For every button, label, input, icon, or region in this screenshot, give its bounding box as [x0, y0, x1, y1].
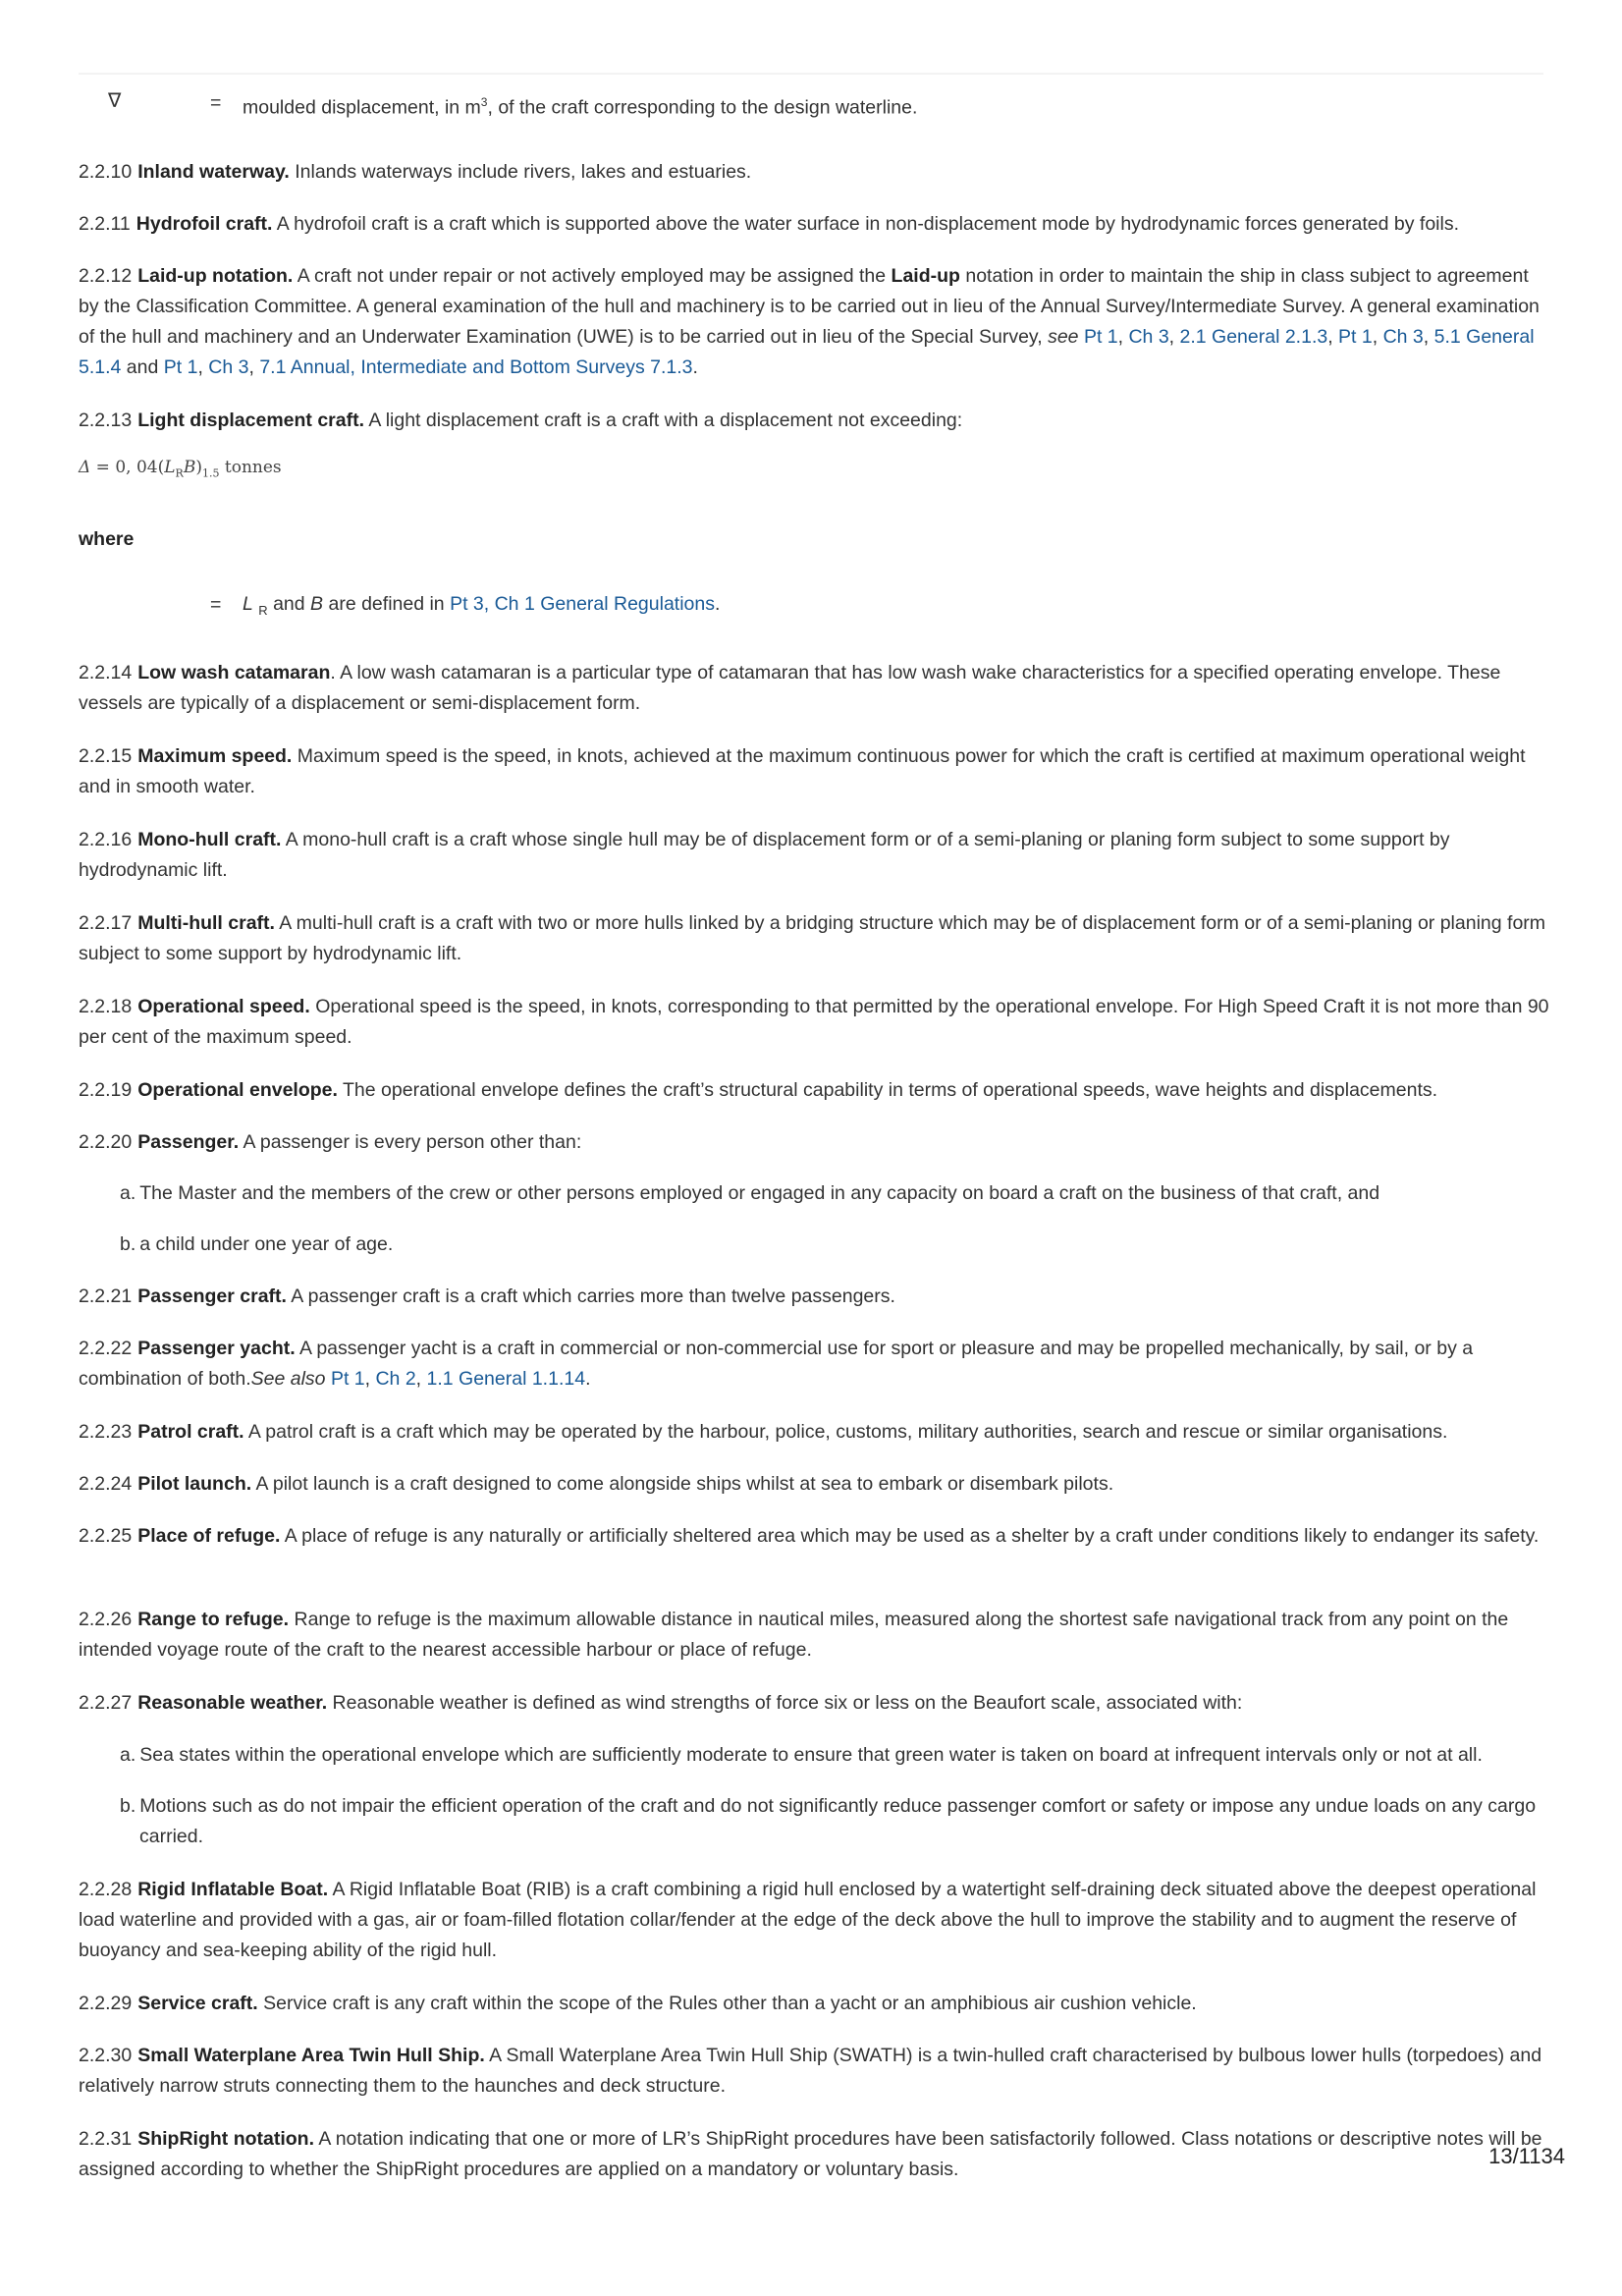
- top-divider: [79, 73, 1543, 75]
- clause-2-2-25: 2.2.25 Place of refuge. A place of refuge is any naturally or artificially sheltered area which may be used as a shelter by a craft under conditions likely to endanger its safety.: [79, 1525, 1540, 1547]
- equals-sign: =: [210, 92, 222, 114]
- list-item-2-2-20-b: b. a child under one year of age.: [120, 1233, 394, 1255]
- list-item-2-2-20-a: a. The Master and the members of the crew or other persons employed or engaged in any capacity on board a craft on the business of that craft, and: [120, 1182, 1380, 1204]
- clause-2-2-19: 2.2.19 Operational envelope. The operational envelope defines the craft’s structural capability in terms of operational speeds, wave heights and displacements.: [79, 1079, 1438, 1101]
- clause-2-2-14: 2.2.14 Low wash catamaran. A low wash catamaran is a particular type of catamaran that has low wash wake characteristics for a specified operating envelope. These vessels are typically of a displacement or semi-displacement form.: [79, 662, 1501, 714]
- nabla-symbol: ∇: [108, 90, 122, 112]
- link-1-1-14[interactable]: 1.1 General 1.1.14: [426, 1368, 586, 1390]
- where-label: where: [79, 528, 135, 550]
- clause-2-2-16: 2.2.16 Mono-hull craft. A mono-hull craft is a craft whose single hull may be of displacement form or of a semi-planing or planing form subject to some support by hydrodynamic lift.: [79, 829, 1450, 881]
- link-ch3-c[interactable]: Ch 3: [208, 356, 249, 378]
- clause-2-2-26: 2.2.26 Range to refuge. Range to refuge is the maximum allowable distance in nautical miles, measured along the shortest safe navigational track from any point on the intended voyage route of the craft to the nearest accessible harbour or place of refuge.: [79, 1609, 1509, 1661]
- link-pt1-b[interactable]: Pt 1: [1338, 326, 1373, 348]
- link-ch2[interactable]: Ch 2: [375, 1368, 416, 1390]
- clause-2-2-20: 2.2.20 Passenger. A passenger is every person other than:: [79, 1131, 582, 1153]
- clause-2-2-21: 2.2.21 Passenger craft. A passenger craft is a craft which carries more than twelve passengers.: [79, 1285, 895, 1307]
- link-7-1-3[interactable]: 7.1 Annual, Intermediate and Bottom Surveys 7.1.3: [259, 356, 693, 378]
- clause-2-2-28: 2.2.28 Rigid Inflatable Boat. A Rigid Inflatable Boat (RIB) is a craft combining a rigid hull enclosed by a watertight self-draining deck situated above the deepest operational load waterline and provided with a gas, air or foam-filled flotation collar/fender at the edge of the deck above the hull to improve the stability and to augment the reserve of buoyancy and sea-keeping ability of the rigid hull.: [79, 1879, 1537, 1961]
- equals-sign-lr: =: [210, 594, 222, 616]
- clause-2-2-30: 2.2.30 Small Waterplane Area Twin Hull Ship. A Small Waterplane Area Twin Hull Ship (SWATH) is a twin-hulled craft characterised by bulbous lower hulls (torpedoes) and relatively narrow struts connecting them to the haunches and deck structure.: [79, 2045, 1542, 2097]
- clause-2-2-24: 2.2.24 Pilot launch. A pilot launch is a craft designed to come alongside ships whilst at sea to embark or disembark pilots.: [79, 1473, 1114, 1495]
- link-5-1-4[interactable]: 5.1 General 5.1.4: [79, 326, 1535, 378]
- clause-2-2-15: 2.2.15 Maximum speed. Maximum speed is the speed, in knots, achieved at the maximum continuous power for which the craft is certified at maximum operational weight and in smooth water.: [79, 745, 1526, 797]
- clause-2-2-27: 2.2.27 Reasonable weather. Reasonable weather is defined as wind strengths of force six or less on the Beaufort scale, associated with:: [79, 1692, 1243, 1714]
- clause-2-2-31: 2.2.31 ShipRight notation. A notation indicating that one or more of LR’s ShipRight procedures have been satisfactorily followed. Class notations or descriptive notes will be assigned according to whether the ShipRight procedures are applied on a mandatory or voluntary basis.: [79, 2128, 1542, 2180]
- light-displacement-formula: Δ = 0, $04(L_RB)_{1.5}$ tonnes: [79, 458, 282, 480]
- link-ch3-b[interactable]: Ch 3: [1382, 326, 1424, 348]
- clause-2-2-18: 2.2.18 Operational speed. Operational speed is the speed, in knots, corresponding to that permitted by the operational envelope. For High Speed Craft it is not more than 90 per cent of the maximum speed.: [79, 996, 1549, 1048]
- list-item-2-2-27-a: a. Sea states within the operational envelope which are sufficiently moderate to ensure that green water is taken on board at infrequent intervals only or not at all.: [120, 1744, 1483, 1766]
- link-pt1-c[interactable]: Pt 1: [163, 356, 198, 378]
- clause-2-2-10: 2.2.10 Inland waterway. Inlands waterways include rivers, lakes and estuaries.: [79, 161, 752, 183]
- link-2-1-3[interactable]: 2.1 General 2.1.3: [1179, 326, 1328, 348]
- clause-2-2-11: 2.2.11 Hydrofoil craft. A hydrofoil craft is a craft which is supported above the water surface in non-displacement mode by hydrodynamic forces generated by foils.: [79, 213, 1460, 235]
- clause-2-2-22: 2.2.22 Passenger yacht. A passenger yacht is a craft in commercial or non-commercial use for sport or pleasure and may be propelled mechanically, by sail, or by a combination of both.See also Pt 1, Ch 2, 1.1 General 1.1.14.: [79, 1338, 1474, 1390]
- nabla-definition: moulded displacement, in $m^3$, of the craft corresponding to the design waterline.: [243, 95, 918, 119]
- link-pt1[interactable]: Pt 1: [1083, 326, 1118, 348]
- clause-2-2-12: 2.2.12 Laid-up notation. A craft not under repair or not actively employed may be assigned the Laid-up notation in order to maintain the ship in class subject to agreement by the Classification Committee. A general examination of the hull and machinery is to be carried out in lieu of the Annual Survey/Intermediate Survey. A general examination of the hull and machinery and an Underwater Examination (UWE) is to be carried out in lieu of the Special Survey, see Pt 1, Ch 3, 2.1 General 2.1.3, Pt 1, Ch 3, 5.1 General 5.1.4 and Pt 1, Ch 3, 7.1 Annual, Intermediate and Bottom Surveys 7.1.3.: [79, 265, 1540, 378]
- list-item-2-2-27-b: b. Motions such as do not impair the efficient operation of the craft and do not significantly reduce passenger comfort or safety or impose any undue loads on any cargo carried.: [120, 1795, 1537, 1847]
- clause-2-2-23: 2.2.23 Patrol craft. A patrol craft is a craft which may be operated by the harbour, police, customs, military authorities, search and rescue or similar organisations.: [79, 1421, 1448, 1443]
- clause-2-2-29: 2.2.29 Service craft. Service craft is any craft within the scope of the Rules other than a yacht or an amphibious air cushion vehicle.: [79, 1993, 1197, 2014]
- link-pt3-ch1[interactable]: Pt 3, Ch 1 General Regulations: [450, 593, 715, 615]
- page-number: 13/1134: [1488, 2144, 1565, 2168]
- clause-2-2-13: 2.2.13 Light displacement craft. A light displacement craft is a craft with a displacement not exceeding:: [79, 410, 963, 431]
- link-ch3[interactable]: Ch 3: [1128, 326, 1169, 348]
- lr-definition: L $_R$ and B are defined in Pt 3, Ch 1 General Regulations.: [243, 593, 721, 618]
- link-pt1-d[interactable]: Pt 1: [330, 1368, 365, 1390]
- clause-2-2-17: 2.2.17 Multi-hull craft. A multi-hull craft is a craft with two or more hulls linked by a bridging structure which may be of displacement form or of a semi-planing or planing form subject to some support by hydrodynamic lift.: [79, 912, 1546, 964]
